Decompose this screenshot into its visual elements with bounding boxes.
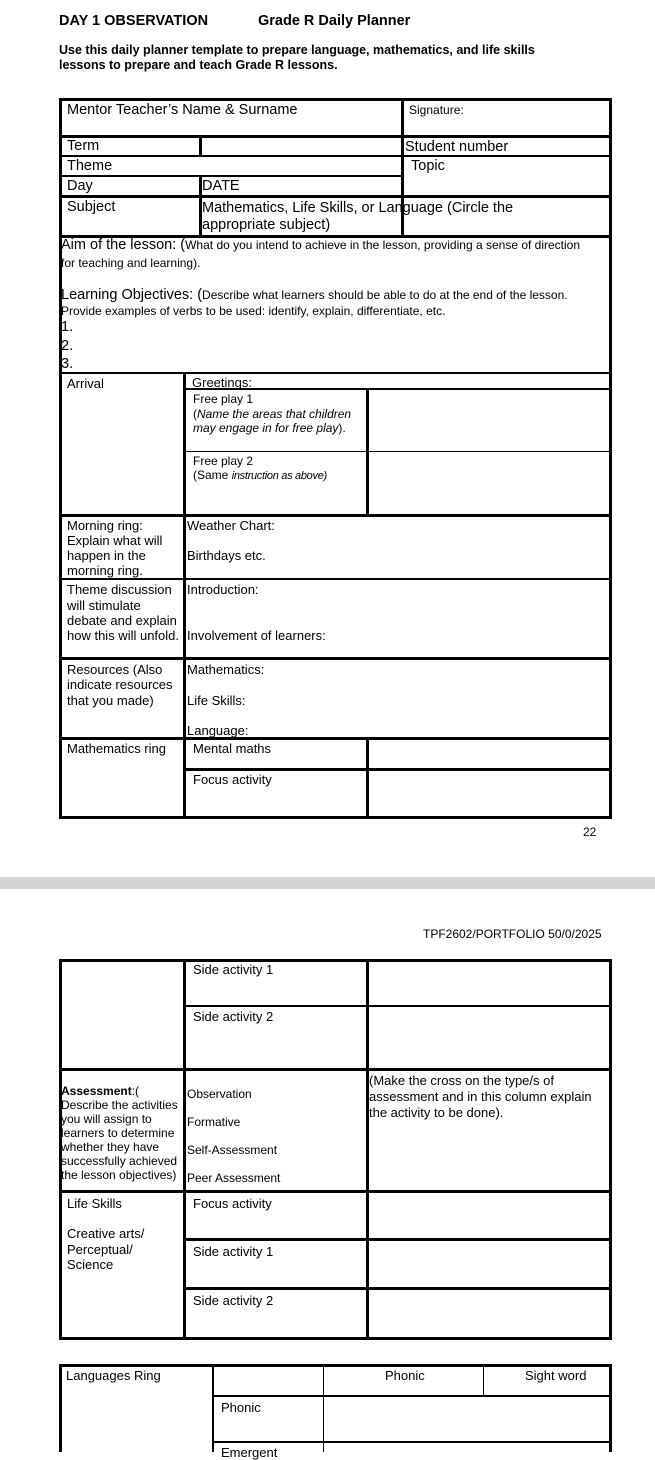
- learning-objectives: Learning Objectives: (Describe what learners should be able to do at the end of the lesson.: [61, 287, 568, 303]
- morning-ring-label-1: Morning ring:: [67, 518, 143, 533]
- self-assessment-label: Self-Assessment: [187, 1143, 278, 1157]
- phonic-row-label: Phonic: [221, 1400, 261, 1415]
- theme-discussion-label-4: how this will unfold.: [67, 628, 179, 643]
- emergent-row-label: Emergent: [221, 1445, 278, 1460]
- subject-value-line1: Mathematics, Life Skills, or Language (Circle the: [202, 200, 514, 216]
- objectives-desc-line2: Provide examples of verbs to be used: identify, explain, differentiate, etc.: [61, 304, 446, 318]
- introduction-label: Introduction:: [187, 582, 259, 597]
- resources-language: Language:: [187, 723, 249, 738]
- morning-ring-label-3: happen in the: [67, 548, 146, 563]
- student-number-label: Student number: [405, 139, 509, 155]
- subject-value-line2: appropriate subject): [202, 217, 331, 233]
- weather-chart-label: Weather Chart:: [187, 518, 275, 533]
- mental-maths-label: Mental maths: [193, 741, 272, 756]
- assessment-label: Assessment:(: [61, 1084, 140, 1098]
- assessment-desc-5: successfully achieved: [61, 1154, 178, 1168]
- day-label: Day: [67, 178, 93, 194]
- assessment-desc-3: learners to determine: [61, 1126, 175, 1140]
- instructions-line1: Use this daily planner template to prepare language, mathematics, and life skills: [59, 43, 535, 57]
- assessment-instruction-2: assessment and in this column explain: [369, 1089, 592, 1104]
- life-skills-side-activity-2: Side activity 2: [193, 1293, 274, 1308]
- life-skills-label: Life Skills: [67, 1196, 122, 1211]
- focus-activity-label: Focus activity: [193, 772, 272, 787]
- page-number: 22: [583, 825, 597, 839]
- birthdays-label: Birthdays etc.: [187, 548, 266, 563]
- term-label: Term: [67, 138, 100, 154]
- languages-ring-label: Languages Ring: [66, 1368, 161, 1383]
- formative-label: Formative: [187, 1115, 241, 1129]
- assessment-desc-1: Describe the activities: [61, 1098, 178, 1112]
- assessment-instruction-3: the activity to be done).: [369, 1105, 504, 1120]
- free-play1-desc-line1: (Name the areas that children: [193, 407, 352, 421]
- subject-label: Subject: [67, 199, 116, 215]
- mentor-name-label: Mentor Teacher’s Name & Surname: [67, 102, 298, 118]
- resources-label-1: Resources (Also: [67, 662, 163, 677]
- life-skills-focus-activity: Focus activity: [193, 1196, 272, 1211]
- resources-mathematics: Mathematics:: [187, 662, 265, 677]
- peer-assessment-label: Peer Assessment: [187, 1171, 281, 1185]
- free-play1-title: Free play 1: [193, 392, 254, 406]
- objective-item-3: 3.: [61, 356, 74, 372]
- free-play2-desc: (Same instruction as above): [193, 468, 327, 482]
- page-separator: [0, 877, 655, 889]
- theme-discussion-label-3: debate and explain: [67, 613, 177, 628]
- sight-word-column-header: Sight word: [525, 1368, 587, 1383]
- side-activity-2-label: Side activity 2: [193, 1009, 274, 1024]
- resources-life-skills: Life Skills:: [187, 693, 246, 708]
- date-label: DATE: [202, 178, 240, 194]
- creative-arts-label-1: Creative arts/: [67, 1226, 145, 1241]
- theme-discussion-label-1: Theme discussion: [67, 582, 172, 597]
- free-play2-title: Free play 2: [193, 454, 254, 468]
- signature-label: Signature:: [409, 103, 464, 117]
- mathematics-ring-label: Mathematics ring: [67, 741, 166, 756]
- assessment-desc-2: you will assign to: [61, 1112, 152, 1126]
- arrival-label: Arrival: [67, 376, 104, 391]
- creative-arts-label-3: Science: [67, 1257, 114, 1272]
- free-play1-desc-line2: may engage in for free play).: [193, 421, 346, 435]
- page-title-right: Grade R Daily Planner: [258, 13, 411, 29]
- observation-label: Observation: [187, 1087, 252, 1101]
- topic-label: Topic: [411, 158, 445, 174]
- creative-arts-label-2: Perceptual/: [67, 1242, 133, 1257]
- objective-item-2: 2.: [61, 338, 74, 354]
- greetings-label: Greetings:: [192, 375, 252, 390]
- page-title-left: DAY 1 OBSERVATION: [59, 13, 209, 29]
- theme-label: Theme: [67, 158, 113, 174]
- instructions-line2: lessons to prepare and teach Grade R lessons.: [59, 58, 338, 72]
- morning-ring-label-4: morning ring.: [67, 563, 143, 578]
- life-skills-side-activity-1: Side activity 1: [193, 1244, 274, 1259]
- theme-discussion-label-2: will stimulate: [67, 598, 141, 613]
- document-code: TPF2602/PORTFOLIO 50/0/2025: [423, 927, 602, 941]
- morning-ring-label-2: Explain what will: [67, 533, 163, 548]
- resources-label-3: that you made): [67, 693, 154, 708]
- assessment-instruction-1: (Make the cross on the type/s of: [369, 1073, 554, 1088]
- side-activity-1-label: Side activity 1: [193, 962, 274, 977]
- assessment-desc-4: whether they have: [61, 1140, 160, 1154]
- involvement-label: Involvement of learners:: [187, 628, 326, 643]
- aim-desc-line2: for teaching and learning).: [61, 256, 201, 270]
- objective-item-1: 1.: [61, 319, 74, 335]
- phonic-column-header: Phonic: [385, 1368, 425, 1383]
- resources-label-2: indicate resources: [67, 677, 173, 692]
- aim-of-lesson: Aim of the lesson: (What do you intend to achieve in the lesson, providing a sense of direction: [61, 237, 581, 253]
- assessment-desc-6: the lesson objectives): [61, 1168, 177, 1182]
